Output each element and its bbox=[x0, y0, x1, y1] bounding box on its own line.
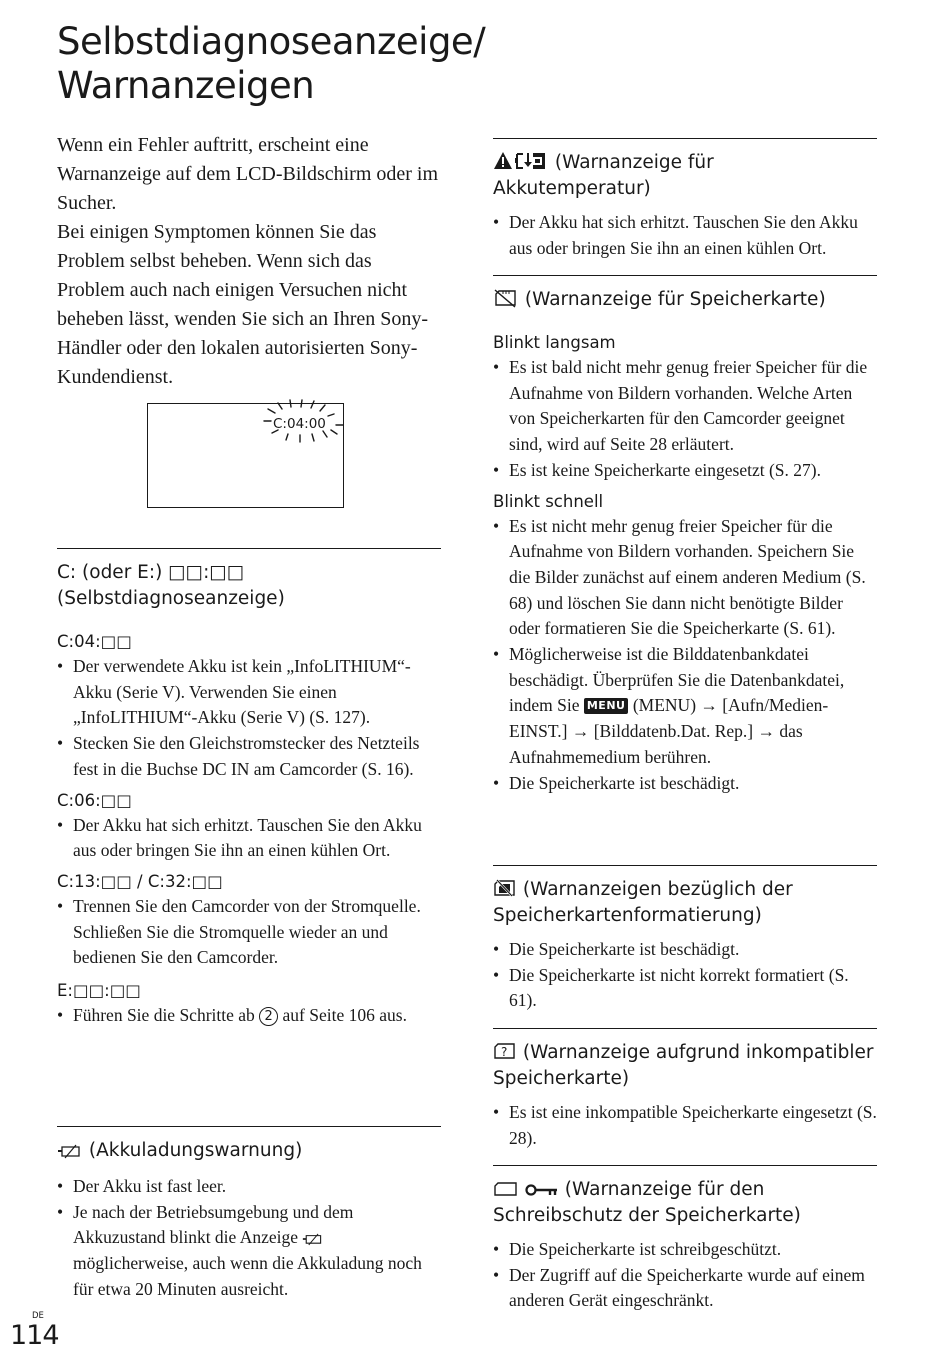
list-item: • Es ist eine inkompatible Speicherkarte eingesetzt (S. 28). bbox=[493, 1100, 877, 1151]
code-e-label: E:□□:□□ bbox=[57, 981, 141, 1001]
battery-temperature-list bbox=[493, 210, 877, 261]
list-item: • Trennen Sie den Camcorder von der Stromquelle. Schließen Sie die Stromquelle wieder an und bedienen Sie den Camcorder. bbox=[57, 894, 441, 971]
code-c06-label: C:06:□□ bbox=[57, 790, 132, 810]
list-item: • Die Speicherkarte ist beschädigt. bbox=[493, 937, 877, 963]
list-item: • Führen Sie die Schritte ab 2 auf Seite 106 aus. bbox=[57, 1003, 441, 1029]
list-item: • Der Akku ist fast leer. bbox=[57, 1174, 441, 1200]
list-item: • Es ist keine Speicherkarte eingesetzt (S. 27). bbox=[493, 458, 877, 484]
blink-fast-label: Blinkt schnell bbox=[493, 491, 604, 511]
page-number: 114 bbox=[10, 1320, 59, 1351]
card-format-list bbox=[493, 937, 877, 1014]
memory-card-icon bbox=[493, 1180, 519, 1198]
intro-paragraph-2: Bei einigen Symptomen können Sie das Problem selbst beheben. Wenn sich das Problem auch nach einigen Versuchen nicht beheben lässt, wenden Sie sich an Ihren Sony-Händler oder den lokalen autorisierten Sony-Kundendienst. bbox=[57, 221, 429, 388]
self-diagnosis-section bbox=[57, 548, 441, 1029]
code-c04-label: C:04:□□ bbox=[57, 632, 132, 651]
list-item: • Der verwendete Akku ist kein „InfoLITHIUM“-Akku (Serie V). Verwenden Sie einen „InfoLITHIUM“-Akku (Serie V) (S. 127). bbox=[57, 654, 441, 731]
list-item: • Stecken Sie den Gleichstromstecker des Netzteils fest in die Buchse DC IN am Camcorder (S. 16). bbox=[57, 731, 441, 782]
battery-temperature-section bbox=[493, 138, 877, 261]
incompatible-card-heading: ? (Warnanzeige aufgrund inkompatibler Speicherkarte) bbox=[493, 1042, 874, 1089]
write-protect-heading: (Warnanzeige für den Schreibschutz der Speicherkarte) bbox=[493, 1179, 801, 1226]
blink-slow-list bbox=[493, 355, 877, 484]
list-item: • Die Speicherkarte ist nicht korrekt formatiert (S. 61). bbox=[493, 963, 877, 1014]
list-item: • Es ist bald nicht mehr genug freier Speicher für die Aufnahme von Bildern vorhanden. Welche Arten von Speicherkarten für den Camcorder geeignet sind, wird auf Seite 28 erläutert. bbox=[493, 355, 877, 458]
battery-warning-list bbox=[57, 1174, 441, 1303]
self-diagnosis-heading: C: (oder E:) □□:□□ (Selbstdiagnoseanzeige) bbox=[57, 562, 285, 609]
memory-card-section bbox=[493, 275, 877, 796]
lcd-screen-illustration bbox=[147, 403, 344, 508]
card-format-warning-icon bbox=[493, 878, 517, 898]
battery-warning-heading: (Akkuladungswarnung) bbox=[57, 1138, 441, 1164]
code-e-list bbox=[57, 1003, 441, 1029]
code-c06-list bbox=[57, 813, 441, 864]
intro-paragraph-1: Wenn ein Fehler auftritt, erscheint eine Warnanzeige auf dem LCD-Bildschirm oder im Sucher. bbox=[57, 134, 439, 214]
list-item: • Möglicherweise ist die Bilddatenbankdatei beschädigt. Überprüfen Sie die Datenbankdatei, indem Sie MENU (MENU) → [Aufn/Medien-EINST.] → [Bilddatenb.Dat. Rep.] → das Aufnahmemedium berühren. bbox=[493, 642, 877, 771]
lcd-error-code: C:04:00 bbox=[273, 416, 326, 432]
write-protect-list bbox=[493, 1237, 877, 1314]
card-format-section bbox=[493, 865, 877, 1014]
incompatible-card-icon bbox=[493, 1041, 517, 1061]
incompatible-card-section bbox=[493, 1028, 877, 1151]
battery-warning-section bbox=[57, 1126, 441, 1303]
blink-slow-label: Blinkt langsam bbox=[493, 333, 616, 352]
step-number-badge: 2 bbox=[259, 1007, 278, 1026]
key-lock-icon bbox=[525, 1182, 559, 1198]
incompatible-card-list bbox=[493, 1100, 877, 1151]
low-battery-icon bbox=[57, 1143, 83, 1159]
code-c04-list bbox=[57, 654, 441, 783]
list-item: • Der Zugriff auf die Speicherkarte wurde auf einem anderen Gerät eingeschränkt. bbox=[493, 1263, 877, 1314]
battery-temperature-heading: (Warnanzeige für Akkutemperatur) bbox=[493, 152, 714, 199]
list-item: • Es ist nicht mehr genug freier Speicher für die Aufnahme von Bildern vorhanden. Speichern Sie die Bilder zunächst auf einem anderen Medium (S. 68) und löschen Sie dann nicht benötigte Bilder oder formatieren Sie die Speicherkarte (S. 61). bbox=[493, 514, 877, 643]
list-item: • Die Speicherkarte ist beschädigt. bbox=[493, 771, 877, 797]
code-c13-list bbox=[57, 894, 441, 971]
list-item: • Die Speicherkarte ist schreibgeschützt. bbox=[493, 1237, 877, 1263]
blink-fast-list bbox=[493, 514, 877, 797]
code-c13-label: C:13:□□ / C:32:□□ bbox=[57, 871, 223, 891]
list-item: • Der Akku hat sich erhitzt. Tauschen Sie den Akku aus oder bringen Sie ihn an einen kühlen Ort. bbox=[493, 210, 877, 261]
page-title bbox=[57, 20, 485, 108]
memory-card-heading: (Warnanzeige für Speicherkarte) bbox=[493, 287, 877, 313]
intro-text bbox=[57, 131, 441, 392]
svg-text:?: ? bbox=[501, 1045, 508, 1059]
memory-card-warning-icon bbox=[493, 288, 519, 308]
page-language-label: DE bbox=[32, 1311, 44, 1321]
low-battery-icon bbox=[302, 1232, 324, 1246]
card-format-heading: (Warnanzeigen bezüglich der Speicherkartenformatierung) bbox=[493, 879, 793, 926]
title-line-1: Selbstdiagnoseanzeige/ bbox=[57, 20, 486, 63]
title-line-2: Warnanzeigen bbox=[57, 64, 315, 107]
menu-button-icon: MENU bbox=[584, 698, 629, 714]
battery-temperature-warning-icon bbox=[493, 151, 549, 171]
list-item: • Je nach der Betriebsumgebung und dem Akkuzustand blinkt die Anzeige möglicherweise, auch wenn die Akkuladung noch für etwa 20 Minuten ausreicht. bbox=[57, 1200, 441, 1303]
write-protect-section bbox=[493, 1165, 877, 1314]
list-item: • Der Akku hat sich erhitzt. Tauschen Sie den Akku aus oder bringen Sie ihn an einen kühlen Ort. bbox=[57, 813, 441, 864]
